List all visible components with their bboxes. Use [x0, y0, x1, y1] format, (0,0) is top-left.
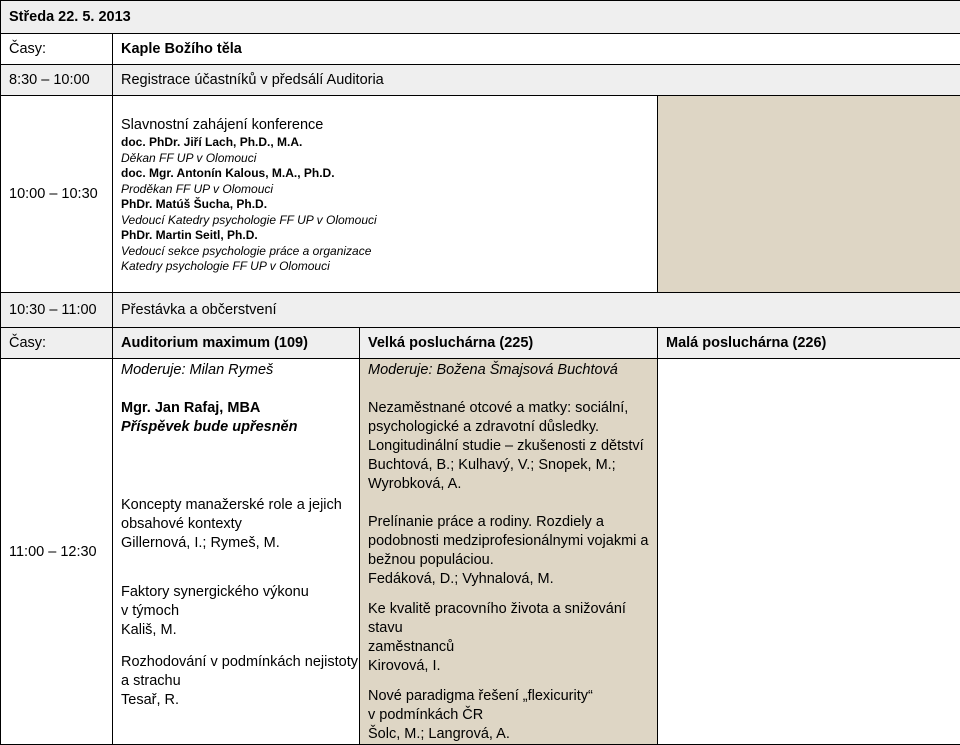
session-col-auditorium — [113, 359, 360, 745]
speaker-name: PhDr. Martin Seitl, Ph.D. — [121, 228, 657, 244]
speaker-role: Děkan FF UP v Olomouci — [121, 151, 657, 167]
speaker-name: doc. PhDr. Jiří Lach, Ph.D., M.A. — [121, 135, 657, 151]
venue-small-hall: Malá posluchárna (226) — [658, 328, 960, 359]
talk-item: Ke kvalitě pracovního života a snižování stavu zaměstnanců Kirovová, I. — [368, 600, 657, 676]
talk-item: Koncepty manažerské role a jejich obsahové kontexty Gillernová, I.; Rymeš, M. — [121, 496, 359, 553]
speaker-name: doc. Mgr. Antonín Kalous, M.A., Ph.D. — [121, 166, 657, 182]
session-col-large-hall — [360, 359, 658, 745]
speaker-role: Vedoucí Katedry psychologie FF UP v Olomouci — [121, 213, 657, 229]
venue-large-hall: Velká posluchárna (225) — [360, 328, 658, 359]
day-title: Středa 22. 5. 2013 — [1, 1, 960, 34]
moderator: Moderuje: Božena Šmajsová Buchtová — [368, 361, 657, 380]
speaker-name: Mgr. Jan Rafaj, MBA — [121, 399, 359, 418]
time-registration: 8:30 – 10:00 — [1, 65, 113, 96]
venue-chapel: Kaple Božího těla — [113, 34, 960, 65]
times-label: Časy: — [1, 34, 113, 65]
registration-text: Registrace účastníků v předsálí Auditoria — [113, 65, 960, 96]
talk-item: Faktory synergického výkonu v týmoch Kališ, M. — [121, 583, 359, 640]
opening-heading: Slavnostní zahájení konference — [121, 116, 657, 135]
talk-note: Příspěvek bude upřesněn — [121, 418, 359, 437]
times-label-2: Časy: — [1, 328, 113, 359]
time-break: 10:30 – 11:00 — [1, 293, 113, 328]
speaker-role: Vedoucí sekce psychologie práce a organizace Katedry psychologie FF UP v Olomouci — [121, 244, 657, 275]
moderator: Moderuje: Milan Rymeš — [121, 361, 359, 380]
break-text: Přestávka a občerstvení — [113, 293, 960, 328]
talk-item: Nové paradigma řešení „flexicurity“ v podmínkách ČR Šolc, M.; Langrová, A. — [368, 687, 657, 744]
venue-auditorium: Auditorium maximum (109) — [113, 328, 360, 359]
talk-item: Rozhodování v podmínkách nejistoty a strachu Tesař, R. — [121, 653, 359, 710]
speaker-name: PhDr. Matúš Šucha, Ph.D. — [121, 197, 657, 213]
opening-block — [113, 96, 658, 293]
talk-item: Nezaměstnané otcové a matky: sociální, psychologické a zdravotní důsledky. Longitudinální studie – zkušenosti z dětství Buchtová, B.; Kulhavý, V.; Snopek, M.; Wyrobková, A. — [368, 399, 657, 494]
opening-empty-cell — [658, 96, 960, 293]
time-opening: 10:00 – 10:30 — [1, 96, 113, 293]
talk-item: Prelínanie práce a rodiny. Rozdiely a podobnosti medziprofesionálnymi vojakmi a bežnou populáciou. Fedáková, D.; Vyhnalová, M. — [368, 513, 657, 589]
session-col-small-hall — [658, 359, 960, 745]
speaker-role: Proděkan FF UP v Olomouci — [121, 182, 657, 198]
time-session: 11:00 – 12:30 — [1, 359, 113, 745]
